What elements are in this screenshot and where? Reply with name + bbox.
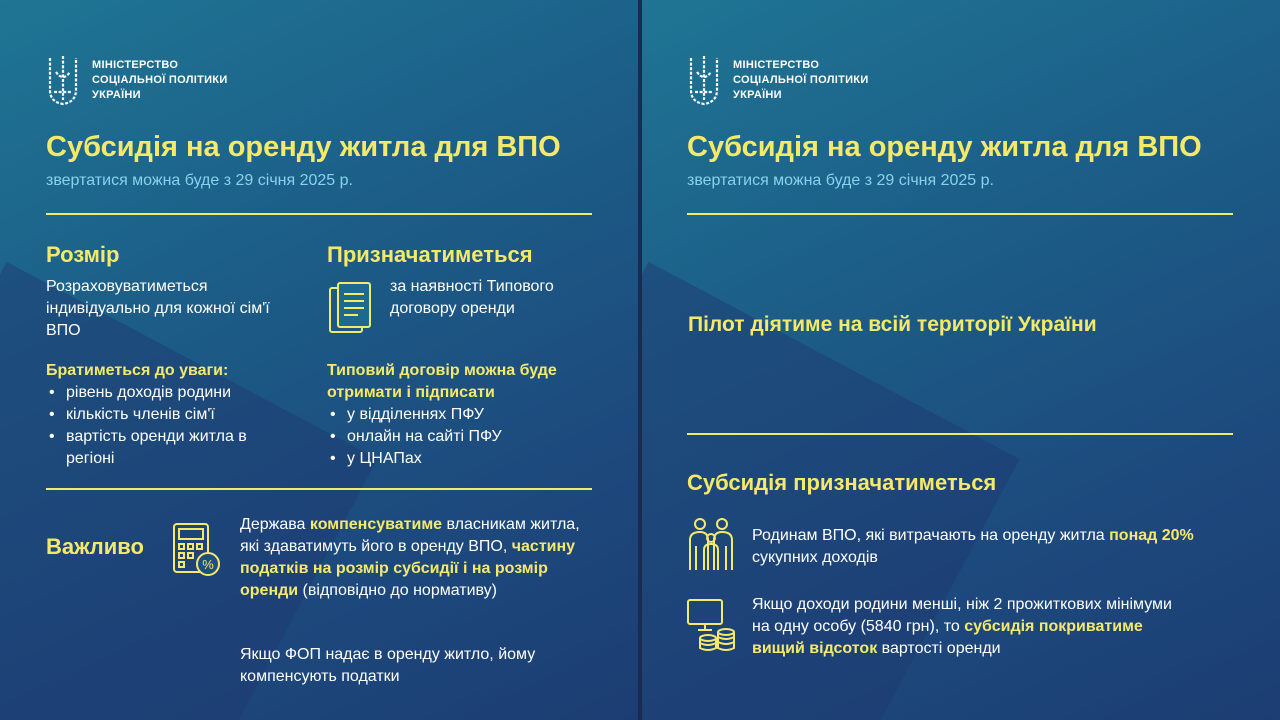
slide-subtitle: звертатися можна буде з 29 січня 2025 р.: [46, 172, 353, 189]
trident-icon: [46, 52, 80, 108]
important-paragraph-2: Якщо ФОП надає в оренду житло, йому компенсують податки: [240, 646, 536, 685]
assign-item-2: Якщо доходи родини менші, ніж 2 прожиткових мінімуми на одну особу (5840 грн), то субсидія покриватиме вищий відсоток вартості оренди: [752, 596, 1172, 657]
assign-body: за наявності Типового договору оренди: [390, 278, 554, 317]
left-slide: [0, 0, 638, 720]
monitor-coins-icon: [686, 598, 738, 654]
considered-list: [46, 382, 296, 470]
divider: [46, 488, 592, 490]
assign-item-1: Родинам ВПО, які витрачають на оренду житла понад 20% сукупних доходів: [752, 527, 1194, 566]
slide-title: Субсидія на оренду житла для ВПО: [687, 131, 1202, 163]
svg-text:%: %: [202, 557, 214, 572]
calculator-percent-icon: [172, 522, 222, 578]
size-body: Розраховуватиметься індивідуально для кожної сім'ї ВПО: [46, 278, 270, 339]
pilot-statement: Пілот діятиме на всій території України: [688, 313, 1097, 336]
list-item: • у відділеннях ПФУ: [327, 404, 577, 426]
assign-heading: Призначатиметься: [327, 242, 533, 267]
contract-heading: Типовий договір можна буде отримати і підписати: [327, 362, 557, 401]
list-item: • у ЦНАПах: [327, 448, 577, 470]
ministry-logo: [46, 52, 228, 108]
divider: [687, 213, 1233, 215]
family-icon: [686, 516, 736, 572]
size-heading: Розмір: [46, 242, 120, 267]
assign-heading: Субсидія призначатиметься: [687, 470, 997, 495]
important-heading: Важливо: [46, 534, 144, 559]
list-item: • рівень доходів родини: [46, 382, 296, 404]
slide-title: Субсидія на оренду житла для ВПО: [46, 131, 561, 163]
list-item: • вартість оренди житла в регіоні: [46, 426, 296, 470]
right-slide: [642, 0, 1280, 720]
considered-heading: Братиметься до уваги:: [46, 362, 229, 379]
trident-icon: [687, 52, 721, 108]
document-icon: [328, 280, 374, 336]
contract-list: [327, 404, 577, 470]
important-paragraph-1: Держава компенсуватиме власникам житла, які здаватимуть його в оренду ВПО, частину податків на розмір субсидії і на розмір оренди (відповідно до нормативу): [240, 516, 580, 599]
divider: [46, 213, 592, 215]
ministry-logo: [687, 52, 869, 108]
ministry-line-3: УКРАЇНИ: [733, 88, 782, 101]
ministry-line-1: МІНІСТЕРСТВО: [733, 58, 820, 71]
slide-subtitle: звертатися можна буде з 29 січня 2025 р.: [687, 172, 994, 189]
list-item: • кількість членів сім'ї: [46, 404, 296, 426]
ministry-line-2: СОЦІАЛЬНОЇ ПОЛІТИКИ: [733, 73, 869, 86]
ministry-line-2: СОЦІАЛЬНОЇ ПОЛІТИКИ: [92, 73, 228, 86]
ministry-line-3: УКРАЇНИ: [92, 88, 141, 101]
ministry-line-1: МІНІСТЕРСТВО: [92, 58, 179, 71]
list-item: • онлайн на сайті ПФУ: [327, 426, 577, 448]
divider: [687, 433, 1233, 435]
